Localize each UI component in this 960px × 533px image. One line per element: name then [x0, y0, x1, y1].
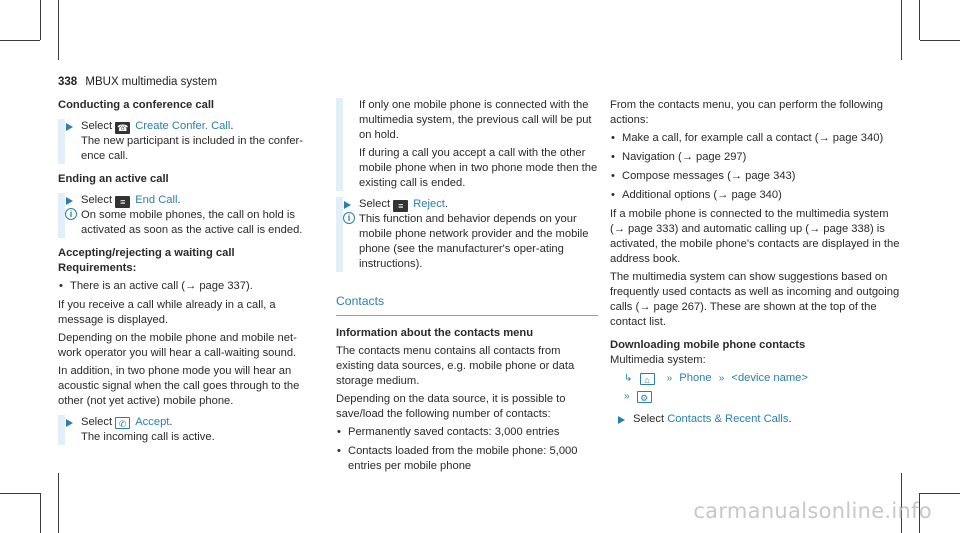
requirements-list [58, 279, 320, 294]
reject-link[interactable]: Reject [413, 198, 445, 210]
home-icon[interactable]: ⌂ [640, 373, 655, 385]
paragraph: Multimedia system: [610, 354, 706, 366]
column-1 [58, 98, 320, 451]
step-result: The new participant is included in the confer-ence call. [81, 135, 304, 162]
accept-link[interactable]: Accept [135, 416, 170, 428]
paragraph: The multimedia system can show suggestions based on frequently used contacts as well as incoming and outgoing calls (→ page 267). These are shown at the top of the contact list. [610, 271, 900, 328]
settings-icon[interactable]: ⚙ [637, 391, 652, 403]
end-call-link[interactable]: End Call [135, 194, 178, 206]
crop-mark [0, 40, 40, 41]
list-item: • Compose messages (→ page 343) [622, 169, 900, 184]
step-arrow-icon [344, 201, 351, 209]
create-conference-link[interactable]: Create Confer. Call [135, 120, 231, 132]
heading-conference-call: Conducting a conference call [58, 99, 215, 111]
continued-block [336, 98, 598, 191]
page-header [58, 75, 217, 90]
step-block [58, 193, 320, 238]
info-icon: i [343, 212, 355, 224]
crop-mark [919, 0, 920, 40]
info-icon: i [65, 208, 77, 220]
step-arrow-icon [66, 419, 73, 427]
heading-waiting-call: Accepting/rejecting a waiting call [58, 247, 235, 259]
return-arrow-icon: ↳ [624, 373, 633, 384]
heading-download-contacts: Downloading mobile phone contacts [610, 339, 806, 351]
step-result: The incoming call is active. [81, 431, 215, 443]
column-2 [336, 98, 598, 478]
heading-ending-call: Ending an active call [58, 173, 169, 185]
step-reject-call: Select ≡ Reject. [359, 197, 598, 212]
crop-mark [40, 493, 41, 533]
phone-link[interactable]: Phone [679, 372, 712, 384]
double-chevron-icon: » [718, 373, 725, 384]
conference-call-icon: ☎ [117, 123, 129, 133]
section-title-contacts: Contacts [336, 294, 598, 316]
step-arrow-icon [66, 123, 73, 131]
step-arrow-icon [66, 197, 73, 205]
paragraph: Depending on the data source, it is possible to save/load the following number of contacts: [336, 393, 566, 420]
crop-mark [901, 0, 902, 60]
list-item: • Contacts loaded from the mobile phone: 5,000 entries per mobile phone [348, 444, 598, 474]
paragraph: If you receive a call while already in a call, a message is displayed. [58, 299, 276, 326]
double-chevron-icon: » [666, 373, 673, 384]
step-create-conference: Select ☎ Create Confer. Call. [81, 119, 320, 134]
menu-path [610, 371, 900, 404]
crop-mark [58, 0, 59, 60]
crop-mark [920, 40, 960, 41]
header-title: MBUX multimedia system [85, 76, 218, 88]
contacts-limits-list [336, 425, 598, 474]
crop-mark [920, 493, 960, 494]
paragraph: If only one mobile phone is connected with the multimedia system, the previous call will be put on hold. [359, 99, 592, 141]
column-3 [610, 98, 900, 433]
contacts-recent-calls-link[interactable]: Contacts & Recent Calls [667, 413, 789, 425]
page-number: 338 [58, 76, 78, 88]
list-item: • Make a call, for example call a contact (→ page 340) [622, 131, 900, 146]
crop-mark [0, 493, 40, 494]
step-select-contacts: Select Contacts & Recent Calls. [633, 412, 900, 427]
paragraph: If a mobile phone is connected to the multimedia system (→ page 333) and automatic calling up (→ page 338) is activated, the mobile phone's contacts are displayed in the address book. [610, 208, 900, 265]
heading-requirements: Requirements: [58, 262, 137, 274]
step-arrow-icon [618, 416, 625, 424]
step-block [610, 412, 900, 427]
list-item: • There is an active call (→ page 337). [70, 279, 320, 294]
paragraph: From the contacts menu, you can perform the following actions: [610, 99, 883, 126]
crop-mark [40, 0, 41, 40]
paragraph: The contacts menu contains all contacts from existing data sources, e.g. mobile phone or data storage medium. [336, 345, 575, 387]
note: i On some mobile phones, the call on hold is activated as soon as the active call is ended. [81, 208, 320, 238]
list-item: • Additional options (→ page 340) [622, 188, 900, 203]
double-chevron-icon: » [624, 391, 630, 402]
actions-list [610, 131, 900, 203]
step-end-call: Select ≡ End Call. [81, 193, 320, 208]
step-block [58, 415, 320, 445]
step-block [336, 197, 598, 272]
step-accept-call: Select ✆ Accept. [81, 415, 320, 430]
device-name-link[interactable]: <device name> [731, 372, 808, 384]
paragraph: Depending on the mobile phone and mobile net-work operator you will hear a call-waiting sound. [58, 332, 297, 359]
paragraph: If during a call you accept a call with the other mobile phone when in two phone mode then the existing call is ended. [359, 147, 598, 189]
watermark: carmanualsonline.info [693, 499, 932, 523]
reject-call-icon: ≡ [393, 200, 408, 212]
accept-call-icon: ✆ [115, 417, 130, 429]
heading-contacts-menu: Information about the contacts menu [336, 327, 534, 339]
note: i This function and behavior depends on your mobile phone network provider and the mobile phone (see the manufacturer's oper-ating instructions). [359, 212, 598, 272]
paragraph: In addition, in two phone mode you will hear an acoustic signal when the call goes through to the other (not yet active) mobile phone. [58, 365, 300, 407]
list-item: • Permanently saved contacts: 3,000 entries [348, 425, 598, 440]
end-call-icon: ≡ [115, 196, 130, 208]
list-item: • Navigation (→ page 297) [622, 150, 900, 165]
step-block [58, 119, 320, 164]
crop-mark [58, 473, 59, 533]
